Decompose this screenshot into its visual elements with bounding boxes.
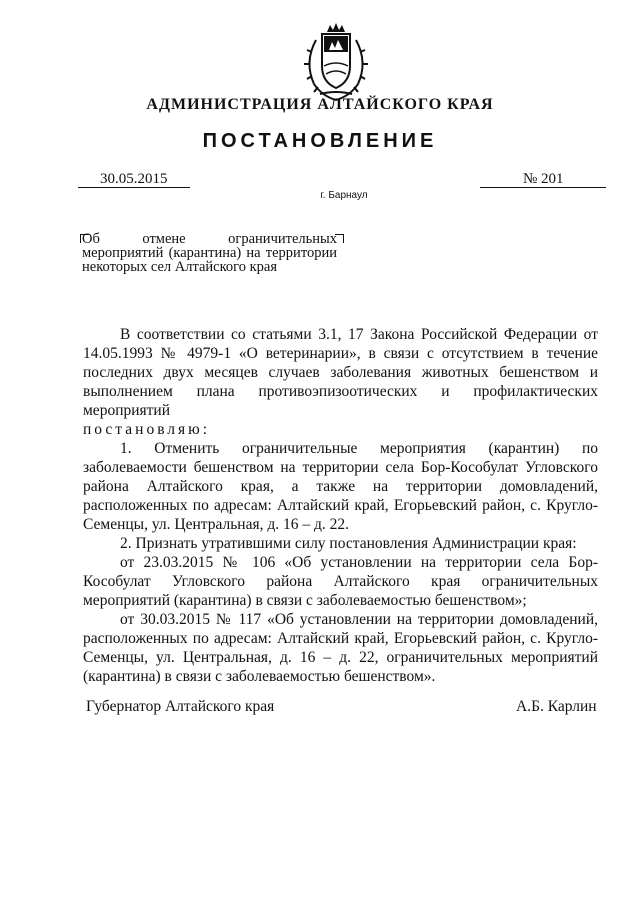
organization-title: АДМИНИСТРАЦИЯ АЛТАЙСКОГО КРАЯ (146, 96, 494, 113)
signatory-name: А.Б. Карлин (516, 698, 597, 715)
document-city: г. Барнаул (320, 190, 368, 201)
resolve-word: постановляю: (83, 421, 211, 438)
document-body (83, 325, 598, 686)
intro-paragraph: В соответствии со статьями 3.1, 17 Закона Российской Федерации от 14.05.1993 № 4979-1 «О ветеринарии», в связи с отсутствием в течение последних двух месяцев случаев заболевания животных бешенством и выполнением плана противоэпизоотических и профилактических мероприятий (83, 326, 598, 419)
number-underline (480, 186, 606, 188)
document-number: № 201 (523, 171, 564, 187)
document-date: 30.05.2015 (100, 171, 168, 187)
item-2b-paragraph: от 30.03.2015 № 117 «Об установлении на территории домовладений, расположенных по адресам: Алтайский край, Егорьевский район, с. Кругло-Семенцы, ул. Центральная, д. 16 – д. 22, ограничительных мероприятий (карантина) в связи с заболеваемостью бешенством». (83, 611, 598, 685)
document-subject: Об отмене ограничительных мероприятий (карантина) на территории некоторых сел Алтайского края (82, 231, 337, 275)
coat-of-arms-emblem (300, 22, 372, 102)
signatory-title: Губернатор Алтайского края (86, 698, 275, 715)
item-1-paragraph: 1. Отменить ограничительные мероприятия (карантин) по заболеваемости бешенством на территории села Бор-Кособулат Угловского района Алтайского края, а также на территории домовладений, расположенных по адресам: Алтайский край, Егорьевский район, с. Кругло-Семенцы, ул. Центральная, д. 16 – д. 22. (83, 440, 598, 533)
document-type-title: ПОСТАНОВЛЕНИЕ (202, 130, 438, 152)
item-2a-paragraph: от 23.03.2015 № 106 «Об установлении на территории села Бор-Кособулат Угловского района Алтайского края ограничительных мероприятий (карантина) в связи с заболеваемостью бешенством»; (83, 554, 598, 609)
item-2-paragraph: 2. Признать утратившими силу постановления Администрации края: (120, 535, 577, 552)
date-underline (78, 186, 190, 188)
